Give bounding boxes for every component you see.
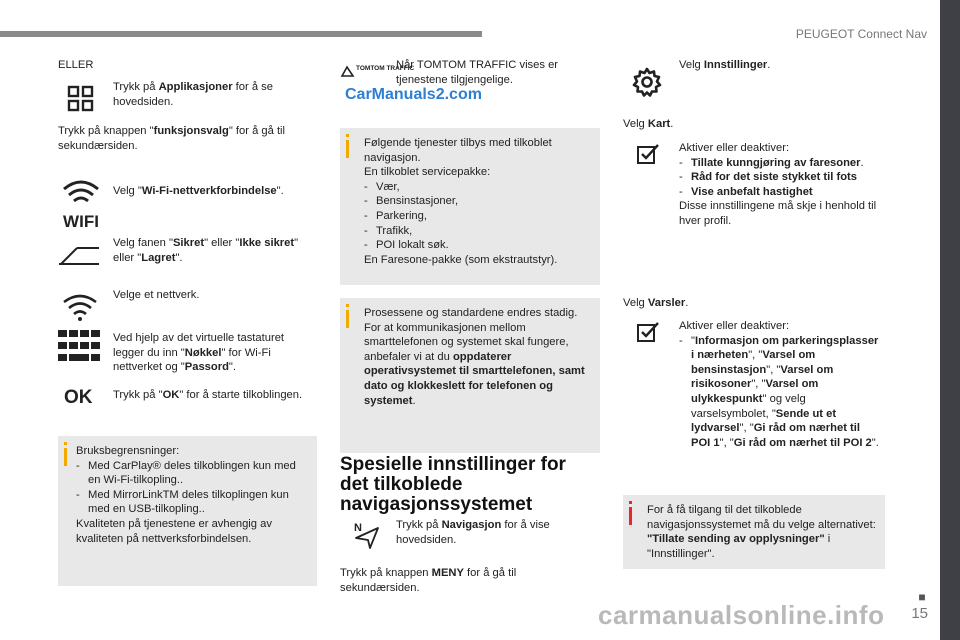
tomtom-icon-label: TOMTOM TRAFFIC bbox=[356, 65, 415, 72]
info-icon-dot bbox=[64, 442, 67, 445]
page-edge-strip bbox=[940, 0, 960, 640]
warning-note: For å få tilgang til det tilkoblede navigasjonssystemet må du velge alternativet: "Tillate sending av opplysninger" i "Innstillinger". bbox=[623, 495, 885, 569]
ok-instruction: Trykk på "OK" for å starte tilkoblingen. bbox=[113, 389, 303, 401]
list-item: - Tillate kunngjøring av faresoner. bbox=[679, 156, 879, 171]
wifi-instruction: Velg "Wi-Fi-nettverkforbindelse". bbox=[113, 185, 284, 197]
settings-gear-icon bbox=[632, 67, 662, 97]
applications-grid-icon bbox=[66, 84, 96, 114]
options-after: Disse innstillingene må skje i henhold til hver profil. bbox=[679, 200, 877, 227]
eller-label: ELLER bbox=[58, 59, 94, 71]
varsler-instruction: Velg Varsler. bbox=[623, 297, 689, 309]
page-number: 15 bbox=[911, 605, 928, 622]
watermark-bottom: carmanualsonline.info bbox=[598, 600, 885, 630]
options-intro: Aktiver eller deaktiver: bbox=[679, 142, 790, 154]
kart-options-list bbox=[679, 156, 879, 200]
kart-instruction: Velg Kart. bbox=[623, 118, 674, 130]
network-instruction: Velge et nettverk. bbox=[113, 289, 200, 301]
watermark-top: CarManuals2.com bbox=[345, 86, 482, 103]
innstillinger-instruction: Velg Innstillinger. bbox=[679, 59, 771, 71]
warning-icon-bar bbox=[629, 507, 632, 525]
list-item: - Vær, bbox=[364, 180, 594, 195]
info-icon-dot bbox=[346, 304, 349, 307]
options-intro: Aktiver eller deaktiver: bbox=[679, 320, 790, 332]
note-title: Bruksbegrensninger: bbox=[76, 445, 180, 457]
tomtom-traffic-icon bbox=[340, 62, 415, 80]
nav-icon-label: N bbox=[354, 522, 362, 534]
usage-limits-note bbox=[58, 436, 317, 586]
menu-instruction: Trykk på knappen MENY for å gå til sekundærsiden. bbox=[340, 567, 517, 594]
section-heading: Spesielle innstillinger for det tilkoblede navigasjonssystemet bbox=[340, 454, 566, 515]
note-after: En Faresone-pakke (som ekstrautstyr). bbox=[364, 253, 558, 266]
list-item: - Med CarPlay® deles tilkoblingen kun med en Wi-Fi-tilkopling.. bbox=[76, 459, 311, 488]
connected-services-note bbox=[340, 128, 600, 285]
network-tab-icon bbox=[57, 244, 101, 268]
note-after: Kvaliteten på tjenestene er avhengig av kvaliteten på nettverksforbindelsen. bbox=[76, 517, 272, 545]
info-icon-bar bbox=[64, 448, 67, 466]
update-os-note: Prosessene og standardene endres stadig. For at kommunikasjonen mellom smarttelefonen og systemet skal fungere, anbefaler vi at du oppdaterer operativsystemet til smarttelefonen, samt dato og klokkeslett for telefonen og systemet. bbox=[340, 298, 600, 453]
info-icon-bar bbox=[346, 310, 349, 328]
list-item: - Bensinstasjoner, bbox=[364, 194, 594, 209]
list-item: - Trafikk, bbox=[364, 224, 594, 239]
kart-options bbox=[679, 141, 879, 229]
keyboard-icon bbox=[58, 330, 100, 362]
checkbox-icon bbox=[636, 143, 662, 165]
info-icon-dot bbox=[346, 134, 349, 137]
list-item: - "Informasjon om parkeringsplasser i nærheten", "Varsel om bensinstasjon", "Varsel om risikosoner", "Varsel om ulykkespunkt" og velg varselsymbolet, "Sende ut et lydvarsel", "Gi råd om nærhet til POI 1", "Gi råd om nærhet til POI 2". bbox=[679, 334, 879, 449]
list-item: - Med MirrorLinkTM deles tilkoplingen kun med en USB-tilkopling.. bbox=[76, 488, 311, 517]
list-item: - Parkering, bbox=[364, 209, 594, 224]
info-icon-bar bbox=[346, 140, 349, 158]
top-rule bbox=[0, 31, 482, 37]
warning-icon-dot bbox=[629, 501, 632, 504]
tomtom-text: Når TOMTOM TRAFFIC vises er tjenestene tilgjengelige. bbox=[396, 59, 559, 86]
page-header-title: PEUGEOT Connect Nav bbox=[795, 27, 927, 41]
ok-icon: OK bbox=[64, 387, 93, 408]
tab-instruction: Velg fanen "Sikret" eller "Ikke sikret" eller "Lagret". bbox=[113, 237, 299, 264]
checkbox-icon bbox=[636, 321, 662, 343]
navigation-instruction: Trykk på Navigasjon for å vise hovedsiden. bbox=[396, 519, 550, 546]
note-list bbox=[76, 459, 311, 517]
funksjonsvalg-instruction: Trykk på knappen "funksjonsvalg" for å gå til sekundærsiden. bbox=[58, 125, 286, 152]
list-item: - POI lokalt søk. bbox=[364, 238, 594, 253]
list-item: - Vise anbefalt hastighet bbox=[679, 185, 879, 200]
wifi-icon bbox=[58, 175, 104, 231]
apps-instruction: Trykk på Applikasjoner for å se hovedsiden. bbox=[113, 81, 273, 108]
varsler-options bbox=[679, 319, 879, 450]
navigation-icon bbox=[352, 520, 382, 550]
services-list bbox=[364, 180, 594, 253]
wifi-icon-label: WIFI bbox=[63, 212, 99, 231]
wifi-network-icon bbox=[60, 292, 100, 322]
section-bullet: ■ bbox=[918, 590, 926, 604]
note-intro: Følgende tjenester tilbys med tilkoblet navigasjon. bbox=[364, 137, 552, 164]
note-line: En tilkoblet servicepakke: bbox=[364, 166, 491, 179]
keyboard-instruction: Ved hjelp av det virtuelle tastaturet legger du inn "Nøkkel" for Wi-Fi nettverket og "Passord". bbox=[113, 332, 285, 374]
list-item: - Råd for det siste stykket til fots bbox=[679, 170, 879, 185]
